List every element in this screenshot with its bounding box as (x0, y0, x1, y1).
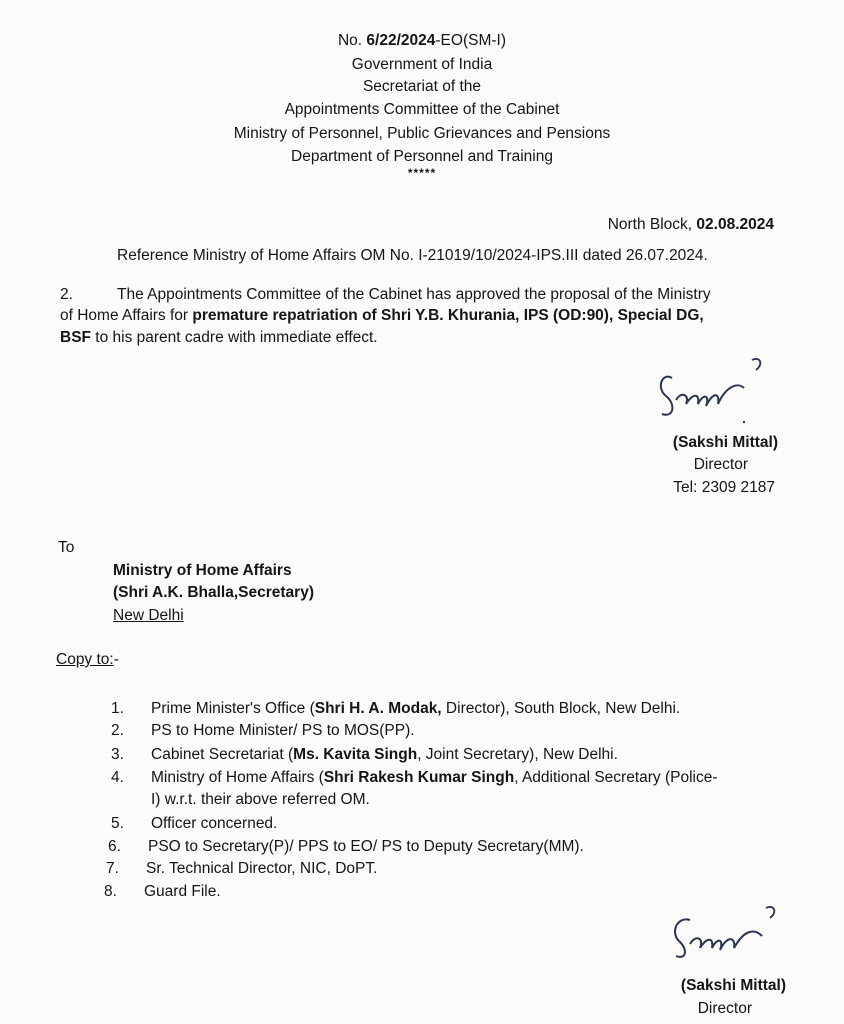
copy-item: 3. Cabinet Secretariat (Ms. Kavita Singh, Joint Secretary), New Delhi. (111, 746, 618, 763)
copy-to-label: Copy to:- (56, 651, 119, 668)
para-line-1: The Appointments Committee of the Cabinet has approved the proposal of the Ministry (117, 286, 711, 303)
signatory-1-name: (Sakshi Mittal) (672, 434, 778, 451)
place-date: North Block, 02.08.2024 (607, 216, 774, 233)
copy-item: 2. PS to Home Minister/ PS to MOS(PP). (111, 722, 415, 739)
para-line-3: BSF to his parent cadre with immediate effect. (60, 329, 378, 346)
to-line-3: New Delhi (113, 607, 184, 624)
to-line-2: (Shri A.K. Bhalla,Secretary) (113, 584, 314, 601)
header-committee: Appointments Committee of the Cabinet (284, 101, 560, 118)
header-secretariat: Secretariat of the (362, 78, 482, 95)
order-number: No. 6/22/2024-EO(SM-I) (337, 32, 506, 49)
signature-2 (664, 900, 784, 970)
copy-item: 8. Guard File. (104, 883, 221, 900)
copy-item: 7. Sr. Technical Director, NIC, DoPT. (106, 860, 378, 877)
signatory-1-tel: Tel: 2309 2187 (673, 479, 775, 496)
signatory-2-designation: Director (697, 1000, 752, 1017)
header-ministry: Ministry of Personnel, Public Grievances and Pensions (233, 125, 611, 142)
to-label: To (58, 539, 75, 556)
signature-1 (648, 352, 768, 432)
signatory-2-name: (Sakshi Mittal) (680, 977, 786, 994)
header-department: Department of Personnel and Training (291, 148, 553, 165)
para-line-2: of Home Affairs for premature repatriation of Shri Y.B. Khurania, IPS (OD:90), Special DG, (60, 307, 704, 324)
para-number: 2. (60, 286, 73, 303)
reference-line: Reference Ministry of Home Affairs OM No. I-21019/10/2024-IPS.III dated 26.07.2024. (117, 247, 708, 264)
to-line-1: Ministry of Home Affairs (113, 562, 292, 579)
copy-item: 6. PSO to Secretary(P)/ PPS to EO/ PS to Deputy Secretary(MM). (108, 838, 584, 855)
header-government: Government of India (351, 56, 493, 73)
copy-item-continuation: I) w.r.t. their above referred OM. (151, 791, 370, 808)
header-stars: ***** (407, 166, 437, 180)
copy-item: 5. Officer concerned. (111, 815, 278, 832)
copy-item: 1. Prime Minister's Office (Shri H. A. Modak, Director), South Block, New Delhi. (111, 700, 681, 717)
signatory-1-designation: Director (693, 456, 748, 473)
copy-item: 4. Ministry of Home Affairs (Shri Rakesh Kumar Singh, Additional Secretary (Police- (111, 769, 718, 786)
